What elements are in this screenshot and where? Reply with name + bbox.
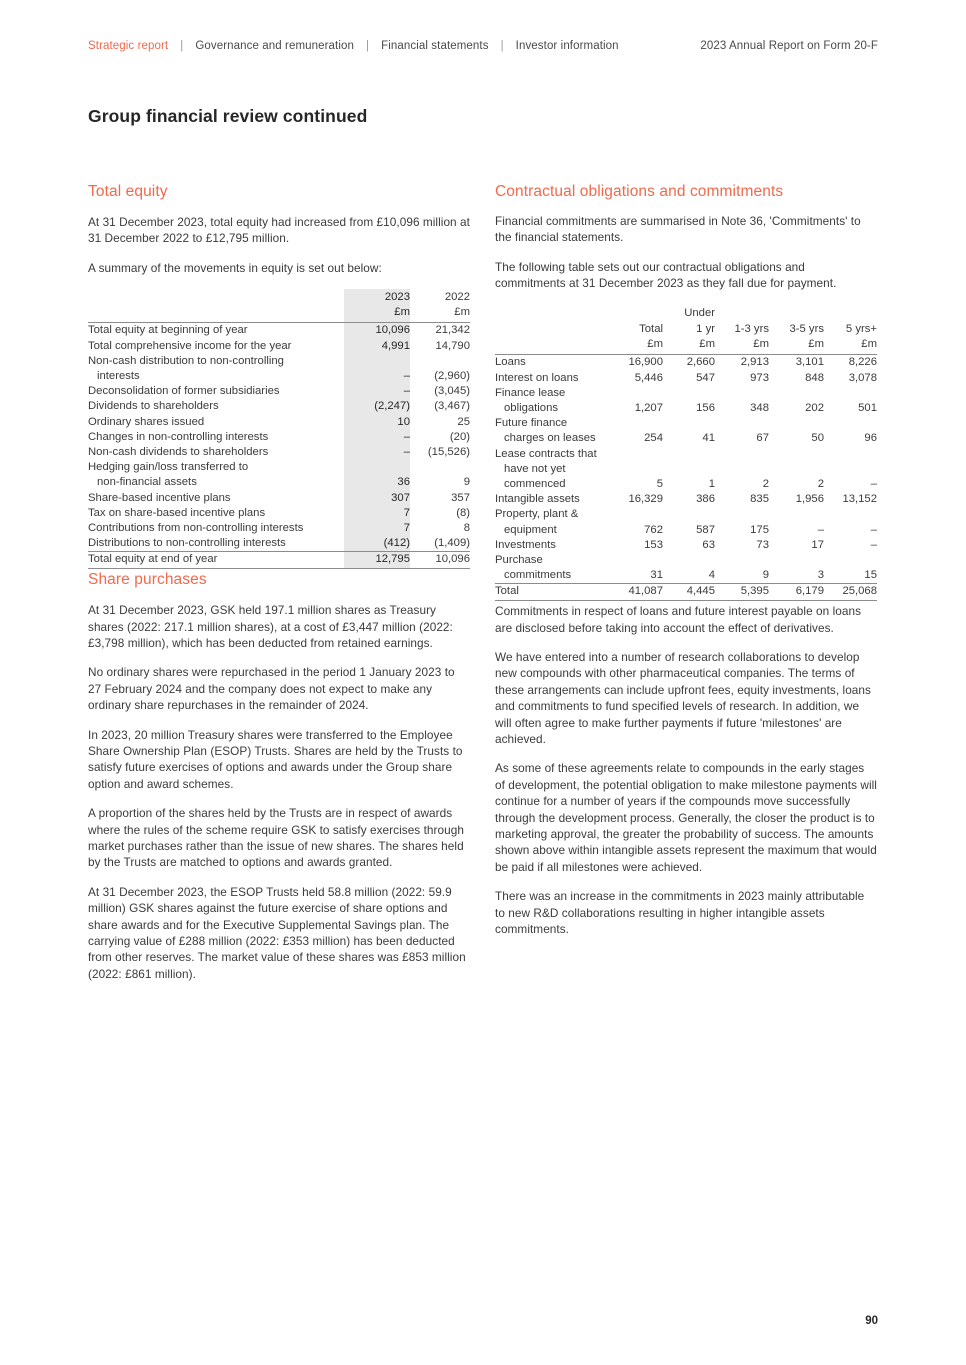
row-value-2023: 7 — [344, 521, 410, 536]
total-label: Total — [495, 584, 605, 600]
row-label-line1: Hedging gain/loss transferred to — [88, 461, 249, 474]
row-label-line1: Purchase — [495, 554, 543, 567]
table-header-2022: 2022 — [444, 291, 470, 304]
table-header-main-row — [495, 321, 877, 338]
table-row — [495, 416, 877, 446]
row-value-under1yr: 63 — [702, 538, 715, 551]
table-header-total: Total — [639, 323, 663, 336]
row-label: Total comprehensive income for the year — [88, 339, 292, 352]
table-row — [88, 415, 470, 430]
row-label: Investments — [495, 538, 556, 551]
row-value-3-5yrs: 3 — [817, 569, 824, 582]
table-header-1-3yrs: 1-3 yrs — [734, 323, 769, 336]
table-header-blank — [495, 305, 605, 322]
row-value-5yrs-plus: 15 — [864, 569, 877, 582]
table-header-1yr: 1 yr — [696, 323, 715, 336]
row-label-line2: obligations — [504, 402, 559, 415]
table-units-total: £m — [605, 338, 663, 355]
table-row — [495, 553, 877, 584]
row-value-2023: 10 — [344, 415, 410, 430]
nav-item-investor-information[interactable]: Investor information — [515, 40, 619, 52]
row-value-3-5yrs: 202 — [805, 402, 824, 415]
total-value-2022: 10,096 — [410, 552, 470, 568]
row-label-line2: equipment — [504, 523, 557, 536]
table-header-blank-total — [605, 305, 663, 322]
table-row — [88, 430, 470, 445]
row-value-2022: 9 — [463, 476, 470, 489]
row-value-5yrs-plus: 96 — [864, 432, 877, 445]
share-purchases-paragraph-1: At 31 December 2023, GSK held 197.1 million shares as Treasury shares (2022: 217.1 million shares), at a cost of £3,447 million (2022: £3,798 million), which has been deducted from retained earnings. — [88, 603, 453, 650]
row-label: Intangible assets — [495, 493, 580, 506]
section-heading-contractual-obligations: Contractual obligations and commitments — [495, 183, 784, 200]
row-value-total: 1,207 — [634, 402, 663, 415]
row-value-2022: 25 — [457, 415, 470, 428]
table-row — [495, 507, 877, 537]
total-value-total: 41,087 — [605, 584, 663, 600]
total-value-2023: 12,795 — [344, 552, 410, 568]
table-row — [88, 354, 470, 384]
row-value-1-3yrs: 835 — [750, 493, 769, 506]
row-label-line1: Finance lease — [495, 386, 566, 399]
table-header-5yrs-plus: 5 yrs+ — [845, 323, 877, 336]
row-label — [495, 416, 605, 446]
table-row — [495, 386, 877, 416]
table-row — [88, 399, 470, 414]
row-label: Non-cash dividends to shareholders — [88, 446, 269, 459]
row-label: Interest on loans — [495, 371, 579, 384]
nav-item-financial-statements[interactable]: Financial statements — [381, 40, 489, 52]
nav-item-strategic-report[interactable]: Strategic report — [88, 40, 169, 52]
table-units-2022: £m — [410, 306, 470, 323]
right-column — [495, 183, 877, 937]
nav-item-governance-and-remuneration[interactable]: Governance and remuneration — [195, 40, 354, 52]
table-header-under: Under — [684, 306, 715, 319]
row-value-3-5yrs: 50 — [811, 432, 824, 445]
row-value-1-3yrs: 9 — [762, 569, 769, 582]
row-value-under1yr: 547 — [696, 371, 715, 384]
table-row — [495, 371, 877, 386]
row-label — [88, 460, 344, 490]
nav-separator: | — [180, 40, 184, 52]
row-label-line3: commenced — [504, 478, 566, 491]
share-purchases-paragraph-5: At 31 December 2023, the ESOP Trusts held 58.8 million (2022: 59.9 million) GSK shares against the future exercise of share options and share awards and for the Executive Supplemental Savings plan. The carrying value of £288 million (2022: £353 million) has been deducted from other reserves. The market value of these shares was £853 million (2022: £861 million). — [88, 884, 466, 981]
contractual-obligations-table — [495, 305, 877, 604]
row-value-2023: 36 — [344, 460, 410, 490]
section-heading-share-purchases: Share purchases — [88, 571, 207, 589]
row-value-1-3yrs: 348 — [750, 402, 769, 415]
table-row — [88, 339, 470, 354]
table-units-blank — [495, 338, 605, 355]
row-label: Changes in non-controlling interests — [88, 430, 269, 443]
row-value-2023: 7 — [344, 506, 410, 521]
table-header-top-row — [495, 305, 877, 322]
row-value-2022: 14,790 — [435, 339, 470, 352]
contractual-after-paragraph-3: As some of these agreements relate to compounds in the early stages of development, the potential obligation to make milestone payments will continue for a number of years if the compounds move successfully through the development process. Generally, the closer the product is to marketing approval, the greater the probability of success. The amounts shown above within intangible assets represent the maximum that would be paid if all milestones were achieved. — [495, 761, 877, 874]
row-value-1-3yrs: 73 — [756, 538, 769, 551]
row-value-under1yr: 1 — [708, 478, 715, 491]
total-equity-table — [88, 289, 470, 571]
row-value-total: 153 — [644, 538, 663, 551]
row-value-2023: – — [344, 430, 410, 445]
table-row — [88, 445, 470, 460]
table-header-3-5yrs: 3-5 yrs — [789, 323, 824, 336]
table-units-5yrs-plus: £m — [824, 338, 877, 355]
table-header-blank-5plus — [824, 305, 877, 322]
row-label-line1: Non-cash distribution to non-controlling — [88, 354, 284, 367]
row-label — [495, 386, 605, 416]
row-label-line2: commitments — [504, 569, 572, 582]
table-row — [88, 460, 470, 490]
row-value-total: 16,900 — [628, 356, 663, 369]
row-label: Share-based incentive plans — [88, 491, 231, 504]
table-row — [88, 384, 470, 399]
total-label: Total equity at end of year — [88, 552, 344, 568]
total-value-5yrs-plus: 25,068 — [824, 584, 877, 600]
row-value-under1yr: 386 — [696, 493, 715, 506]
total-value-1-3yrs: 5,395 — [715, 584, 769, 600]
row-label-line1: Lease contracts that — [495, 447, 597, 460]
row-label-line2: non-financial assets — [97, 476, 197, 489]
top-navigation — [88, 40, 878, 52]
row-value-3-5yrs: 848 — [805, 371, 824, 384]
page-number: 90 — [865, 1315, 878, 1327]
report-title: 2023 Annual Report on Form 20-F — [700, 40, 878, 52]
row-value-2023: – — [344, 445, 410, 460]
row-value-2023: (412) — [344, 536, 410, 552]
row-label — [495, 447, 605, 493]
row-label-line2: have not yet — [504, 462, 566, 475]
total-equity-paragraph-1: At 31 December 2023, total equity had increased from £10,096 million at 31 December 2022 to £12,795 million. — [88, 215, 470, 246]
contractual-intro-paragraph-1: Financial commitments are summarised in Note 36, 'Commitments' to the financial statements. — [495, 214, 861, 245]
table-header-blank-35 — [769, 305, 824, 322]
table-units-row — [495, 338, 877, 355]
row-label: Deconsolidation of former subsidiaries — [88, 385, 280, 398]
contractual-after-paragraph-1: Commitments in respect of loans and future interest payable on loans are disclosed before taking into account the effect of derivatives. — [495, 604, 862, 635]
row-value-5yrs-plus: – — [870, 538, 877, 551]
table-row — [88, 506, 470, 521]
row-value-5yrs-plus: 501 — [858, 402, 877, 415]
share-purchases-paragraph-4: A proportion of the shares held by the Trusts are in respect of awards where the rules of the scheme require GSK to satisfy exercises through market purchases rather than the issue of new shares. The shares held by the Trusts are matched to options and awards granted. — [88, 806, 464, 870]
row-value-2022: (3,045) — [434, 385, 470, 398]
row-label: Dividends to shareholders — [88, 400, 219, 413]
table-row — [88, 536, 470, 552]
total-value-under1yr: 4,445 — [663, 584, 715, 600]
row-label: Total equity at beginning of year — [88, 324, 248, 337]
page-title: Group financial review continued — [88, 106, 368, 126]
table-row — [495, 355, 877, 371]
row-label — [495, 507, 605, 537]
row-value-3-5yrs: 1,956 — [795, 493, 824, 506]
row-value-1-3yrs: 67 — [756, 432, 769, 445]
row-value-total: 254 — [644, 432, 663, 445]
row-value-3-5yrs: – — [817, 523, 824, 536]
row-label-line1: Property, plant & — [495, 508, 579, 521]
row-value-3-5yrs: 2 — [817, 478, 824, 491]
row-label-line1: Future finance — [495, 417, 568, 430]
row-value-2022: (20) — [449, 430, 470, 443]
table-row — [495, 538, 877, 553]
share-purchases-paragraph-3: In 2023, 20 million Treasury shares were transferred to the Employee Share Ownership Plan (ESOP) Trusts. Shares are held by the Trusts to satisfy future exercises of options and awards under the Group share option and award schemes. — [88, 727, 463, 791]
table-units-3-5yrs: £m — [769, 338, 824, 355]
row-label — [88, 354, 344, 384]
table-header-blank — [88, 289, 344, 306]
section-heading-total-equity: Total equity — [88, 183, 168, 200]
total-value-3-5yrs: 6,179 — [769, 584, 824, 600]
row-value-5yrs-plus: – — [870, 523, 877, 536]
row-value-2023: 307 — [344, 491, 410, 506]
table-total-row — [495, 584, 877, 600]
row-value-under1yr: 156 — [696, 402, 715, 415]
table-header-blank-13 — [715, 305, 769, 322]
row-label — [495, 553, 605, 584]
row-value-under1yr: 2,660 — [686, 356, 715, 369]
table-row — [88, 491, 470, 506]
table-units-1yr: £m — [663, 338, 715, 355]
row-value-2023: – — [344, 354, 410, 384]
row-value-2022: (8) — [456, 506, 470, 519]
row-value-2022: (3,467) — [434, 400, 470, 413]
row-value-3-5yrs: 17 — [811, 538, 824, 551]
table-header-2023: 2023 — [344, 289, 410, 306]
row-value-5yrs-plus: – — [870, 478, 877, 491]
row-label: Contributions from non-controlling interests — [88, 522, 304, 535]
contractual-after-paragraph-4: There was an increase in the commitments in 2023 mainly attributable to new R&D collaborations resulting in higher intangible assets commitments. — [495, 889, 865, 937]
row-label: Loans — [495, 356, 526, 369]
table-units-blank — [88, 306, 344, 323]
table-row — [495, 492, 877, 507]
row-value-2023: 10,096 — [344, 323, 410, 339]
row-label: Distributions to non-controlling interests — [88, 537, 286, 550]
share-purchases-paragraph-2: No ordinary shares were repurchased in the period 1 January 2023 to 27 February 2024 and the company does not expect to make any ordinary share repurchases in the remainder of 2024. — [88, 665, 455, 713]
row-value-2022: (2,960) — [434, 370, 470, 383]
left-column — [88, 183, 470, 982]
row-value-2022: 8 — [463, 522, 470, 535]
table-row — [495, 447, 877, 493]
row-value-2022: 357 — [451, 491, 470, 504]
row-value-total: 16,329 — [628, 493, 663, 506]
contractual-after-paragraph-2: We have entered into a number of research collaborations to develop new compounds with other pharmaceutical companies. The terms of these arrangements can include upfront fees, equity investments, loans and commitments to fund specified levels of research. In addition, we will often agree to make further payments if future 'milestones' are achieved. — [495, 649, 871, 746]
row-value-5yrs-plus: 3,078 — [848, 371, 877, 384]
row-value-total: 5 — [656, 478, 663, 491]
row-value-1-3yrs: 973 — [750, 371, 769, 384]
table-row — [88, 521, 470, 536]
table-row — [88, 323, 470, 339]
row-label: Ordinary shares issued — [88, 415, 205, 428]
row-value-5yrs-plus: 13,152 — [842, 493, 877, 506]
table-units-2023: £m — [344, 306, 410, 323]
row-value-total: 5,446 — [634, 371, 663, 384]
row-value-2023: 4,991 — [344, 339, 410, 354]
row-value-total: 762 — [644, 523, 663, 536]
row-value-total: 31 — [650, 569, 663, 582]
row-value-under1yr: 41 — [702, 432, 715, 445]
row-value-5yrs-plus: 8,226 — [848, 356, 877, 369]
row-value-under1yr: 4 — [708, 569, 715, 582]
row-value-2022: (15,526) — [427, 446, 470, 459]
row-value-2023: (2,247) — [344, 399, 410, 414]
row-value-2022: 21,342 — [435, 324, 470, 337]
table-units-1-3yrs: £m — [715, 338, 769, 355]
table-units-row — [88, 306, 470, 323]
row-label-line2: interests — [97, 370, 140, 383]
row-value-1-3yrs: 2,913 — [740, 356, 769, 369]
row-label: Tax on share-based incentive plans — [88, 506, 266, 519]
row-value-3-5yrs: 3,101 — [795, 356, 824, 369]
table-header-row — [88, 289, 470, 306]
contractual-intro-paragraph-2: The following table sets out our contractual obligations and commitments at 31 December 2023 as they fall due for payment. — [495, 259, 837, 291]
row-value-1-3yrs: 2 — [762, 478, 769, 491]
total-equity-paragraph-2: A summary of the movements in equity is set out below: — [88, 260, 382, 275]
nav-separator: | — [500, 40, 504, 52]
row-value-2023: – — [344, 384, 410, 399]
row-value-2022: (1,409) — [434, 537, 470, 550]
row-value-1-3yrs: 175 — [750, 523, 769, 536]
table-total-row — [88, 552, 470, 568]
table-header-blank — [495, 321, 605, 338]
row-label-line2: charges on leases — [504, 432, 596, 445]
row-value-under1yr: 587 — [696, 523, 715, 536]
nav-separator: | — [366, 40, 370, 52]
